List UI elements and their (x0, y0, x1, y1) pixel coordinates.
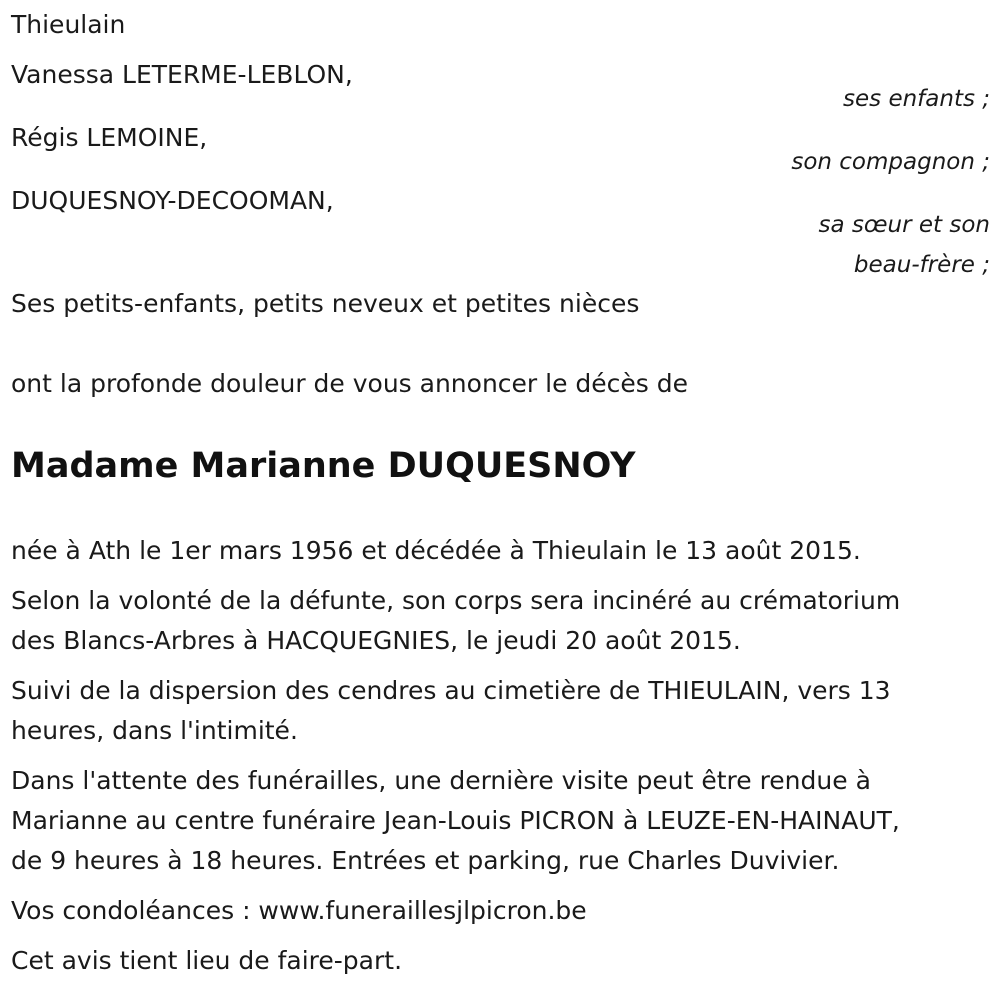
family-line-regis: Régis LEMOINE, (11, 123, 208, 152)
family-line-thieulain: Thieulain (11, 10, 126, 39)
deceased-name: Madame Marianne DUQUESNOY (11, 446, 636, 486)
relation-sister-line2: beau-frère ; (853, 252, 990, 278)
relation-children: ses enfants ; (843, 86, 990, 112)
birth-death-text: née à Ath le 1er mars 1956 et décédée à Thieulain le 13 août 2015. (11, 536, 861, 565)
visit-line-3: de 9 heures à 18 heures. Entrées et parking, rue Charles Duvivier. (11, 846, 840, 875)
family-line-duquesnoy: DUQUESNOY-DECOOMAN, (11, 186, 334, 215)
family-line-vanessa: Vanessa LETERME-LEBLON, (11, 60, 353, 89)
relation-companion: son compagnon ; (791, 149, 990, 175)
visit-line-2: Marianne au centre funéraire Jean-Louis PICRON à LEUZE-EN-HAINAUT, (11, 806, 900, 835)
cremation-line-1: Selon la volonté de la défunte, son corps sera incinéré au crématorium (11, 586, 901, 615)
announcement-text: ont la profonde douleur de vous annoncer le décès de (11, 369, 689, 398)
visit-line-1: Dans l'attente des funérailles, une dernière visite peut être rendue à (11, 766, 871, 795)
cremation-line-2: des Blancs-Arbres à HACQUEGNIES, le jeudi 20 août 2015. (11, 626, 741, 655)
relation-sister-line1: sa sœur et son (818, 212, 990, 238)
dispersion-line-2: heures, dans l'intimité. (11, 716, 298, 745)
condolences-text: Vos condoléances : www.funeraillesjlpicron.be (11, 896, 587, 925)
notice-text: Cet avis tient lieu de faire-part. (11, 946, 403, 975)
dispersion-line-1: Suivi de la dispersion des cendres au cimetière de THIEULAIN, vers 13 (11, 676, 891, 705)
family-line-grandchildren: Ses petits-enfants, petits neveux et petites nièces (11, 289, 640, 318)
